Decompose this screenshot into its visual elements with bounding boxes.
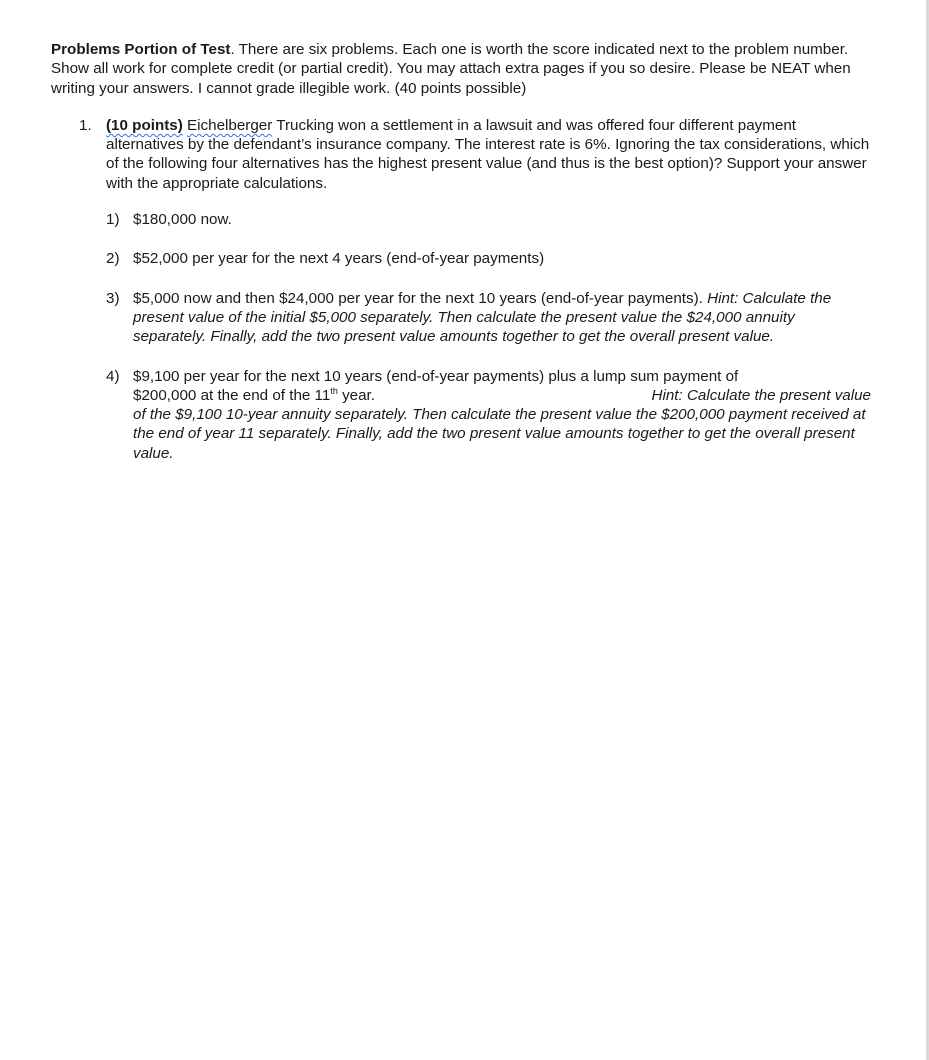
option-number: 2) <box>106 250 120 268</box>
problem-1 <box>51 116 871 463</box>
company-name: Eichelberger <box>187 116 273 134</box>
option-text-part: $200,000 at the end of the 11th year. <box>133 385 375 404</box>
option-3 <box>106 289 871 347</box>
option-number: 4) <box>106 367 120 385</box>
option-number: 1) <box>106 211 120 229</box>
option-text: $180,000 now. <box>133 211 232 229</box>
option-text: $9,100 per year for the next 10 years (end-of-year payments) plus a lump sum payment of <box>133 367 739 385</box>
option-4 <box>106 367 871 463</box>
options-list <box>106 210 871 463</box>
intro-paragraph <box>51 40 871 98</box>
problem-1-text <box>106 116 871 193</box>
option-text: $5,000 now and then $24,000 per year for the next 10 years (end-of-year payments). <box>133 289 708 307</box>
option-hint: of the $9,100 10-year annuity separately. Then calculate the present value the $200,000 payment received at the end of year 11 separately. Finally, add the two present value amounts together to get the overall present value. <box>133 406 866 462</box>
intro-title: Problems Portion of Test <box>51 41 231 58</box>
problem-points: (10 points) <box>106 116 183 134</box>
option-4-line-2 <box>133 386 871 405</box>
option-number: 3) <box>106 289 120 307</box>
option-2 <box>106 249 871 268</box>
problem-number: 1. <box>79 116 92 134</box>
document-page <box>51 40 871 483</box>
problem-body: Trucking won a settlement in a lawsuit and was offered four different payment alternatives by the defendant’s insurance company. The interest rate is 6%. Ignoring the tax considerations, which of the following four alternatives has the highest present value (and thus is the best option)? Support your answer with the appropriate calculations. <box>106 116 870 192</box>
option-text: $52,000 per year for the next 4 years (end-of-year payments) <box>133 250 545 268</box>
option-hint: Hint: Calculate the present value of the initial $5,000 separately. Then calculate the present value the $24,000 annuity separately. Finally, add the two present value amounts together to get the overall present value. <box>133 289 832 346</box>
option-hint-start: Hint: Calculate the present value <box>651 386 871 404</box>
option-4-line-1 <box>133 367 871 386</box>
intro-text: . There are six problems. Each one is worth the score indicated next to the problem number. Show all work for complete credit (or partial credit). You may attach extra pages if you so desire. Please be NEAT when writing your answers. I cannot grade illegible work. (40 points possible) <box>51 41 851 97</box>
option-1 <box>106 210 871 229</box>
